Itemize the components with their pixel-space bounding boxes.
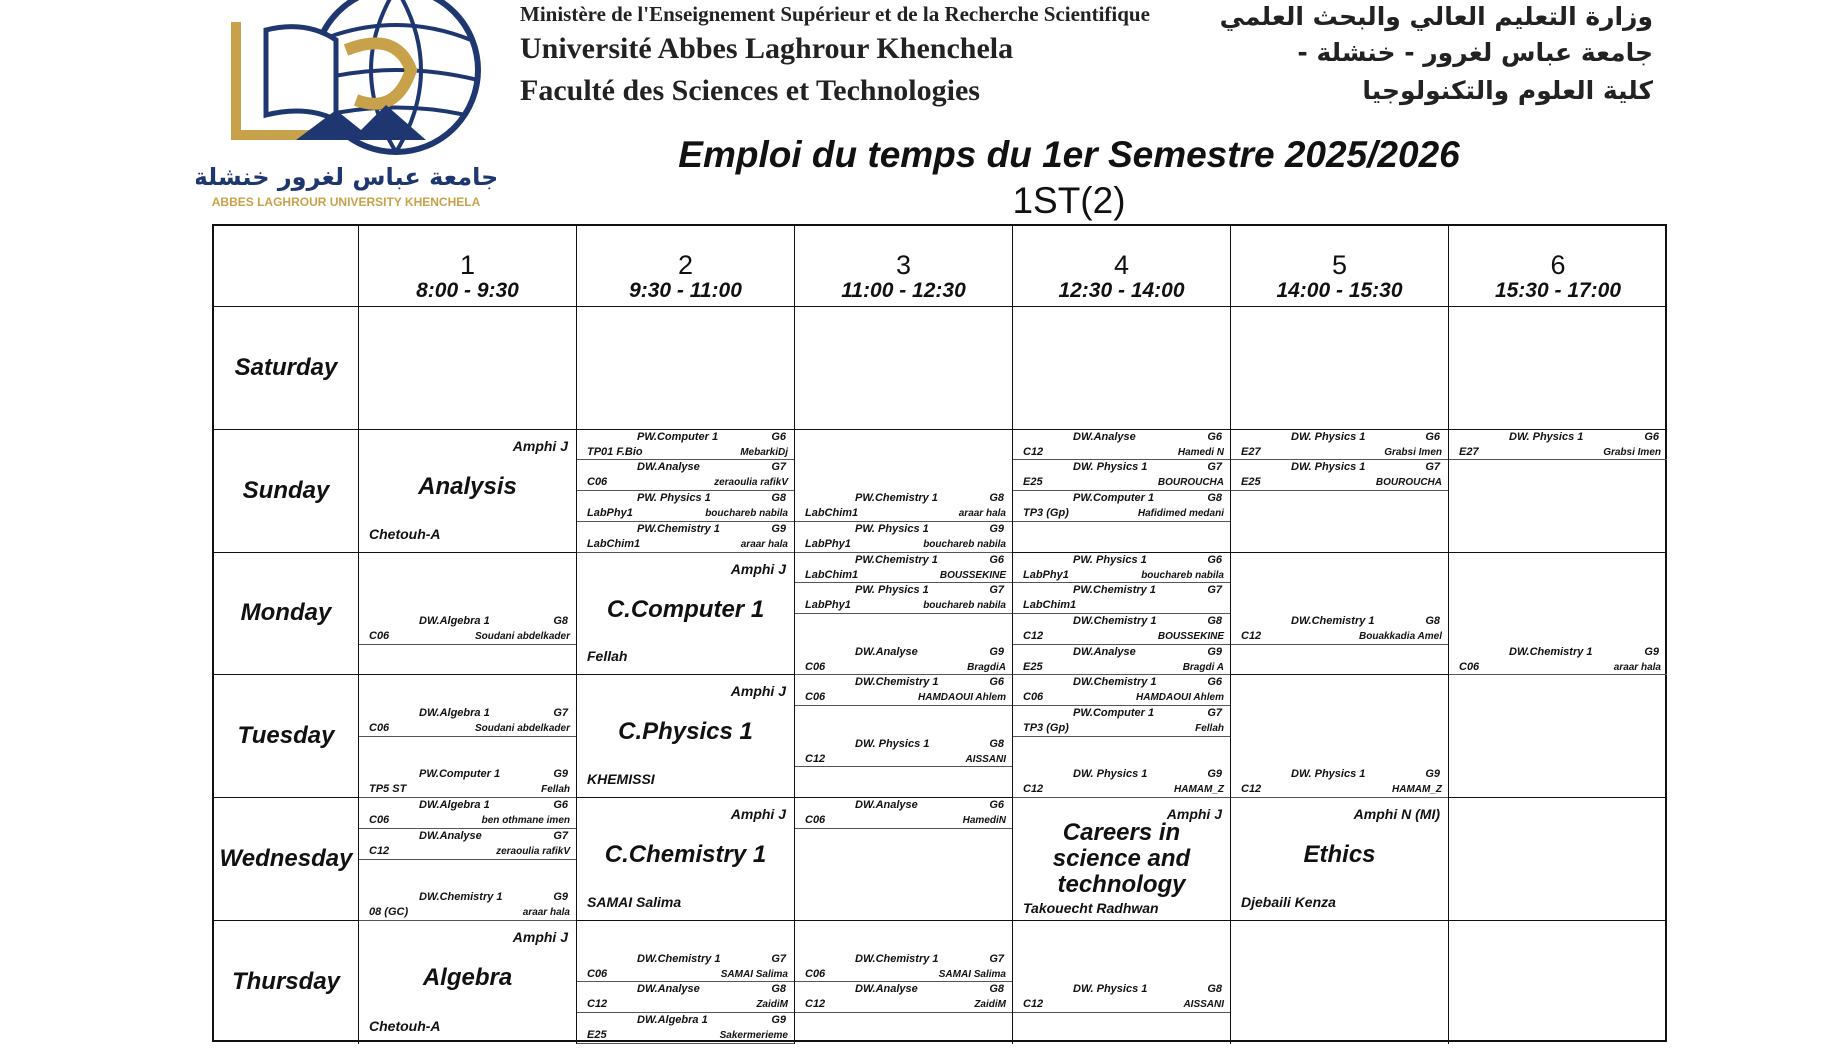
- session-group: G7: [553, 707, 568, 720]
- day-label: Monday: [214, 553, 359, 676]
- lecture-teacher: Djebaili Kenza: [1241, 893, 1336, 910]
- session-teacher: Hamedi N: [1177, 446, 1224, 458]
- session-activity: DW.Analyse: [1073, 645, 1136, 658]
- session-activity: DW.Analyse: [855, 799, 918, 812]
- session-entry: [359, 798, 576, 829]
- session-teacher: SAMAI Salima: [938, 968, 1006, 980]
- session-activity: DW.Algebra 1: [637, 1014, 708, 1027]
- session-group: G9: [1207, 645, 1222, 658]
- session-teacher: SAMAI Salima: [720, 968, 788, 980]
- session-group: G8: [1207, 614, 1222, 627]
- session-group: G8: [553, 614, 568, 627]
- lecture-course-name: Careers in science and technology: [1052, 819, 1191, 899]
- slot-cell: [359, 553, 577, 676]
- session-activity: DW.Algebra 1: [419, 799, 490, 812]
- slot-cell: [1449, 798, 1667, 921]
- slot-cell: [1449, 675, 1667, 798]
- slot-number: 6: [1550, 250, 1566, 280]
- slot-cell: [359, 430, 577, 553]
- session-teacher: araar hala: [958, 508, 1006, 520]
- session-teacher: BOUSSEKINE: [939, 569, 1006, 581]
- session-teacher: Fellah: [1195, 723, 1224, 735]
- session-entry: [1231, 767, 1448, 798]
- session-group: G9: [1644, 645, 1659, 658]
- session-group: G7: [1207, 584, 1222, 597]
- session-entry: [577, 1013, 794, 1044]
- session-group: G6: [553, 799, 568, 812]
- session-activity: DW.Chemistry 1: [637, 952, 721, 965]
- session-teacher: BragdiA: [967, 661, 1006, 673]
- session-entry: [577, 430, 794, 461]
- slot-cell: [1013, 553, 1231, 676]
- logo-arabic-text: جامعة عباس لغرور خنشلة: [196, 163, 496, 191]
- session-activity: PW.Computer 1: [419, 768, 501, 781]
- session-room: LabChim1: [1023, 599, 1077, 612]
- session-activity: PW.Chemistry 1: [855, 492, 938, 505]
- slot-header: [1449, 226, 1667, 307]
- logo-english-text: ABBES LAGHROUR UNIVERSITY KHENCHELA: [211, 195, 481, 209]
- session-teacher: BOUROUCHA: [1157, 477, 1224, 489]
- slot-cell: [1231, 798, 1449, 921]
- session-entry: [577, 491, 794, 522]
- session-activity: PW. Physics 1: [1073, 553, 1147, 566]
- session-room: TP3 (Gp): [1023, 722, 1069, 735]
- session-entry: [795, 553, 1012, 584]
- slot-cell: [1231, 430, 1449, 553]
- session-room: E25: [587, 1029, 607, 1042]
- lecture-course-name: Algebra: [422, 964, 513, 991]
- lecture-course-name: Analysis: [418, 472, 517, 500]
- session-room: LabPhy1: [805, 599, 851, 612]
- university-ar: جامعة عباس لغرور - خنشلة -: [1297, 38, 1653, 67]
- session-entry: [795, 645, 1012, 676]
- session-entry: [795, 982, 1012, 1013]
- slot-header: [577, 226, 795, 307]
- slot-cell: [577, 798, 795, 921]
- lecture-room: Amphi J: [730, 683, 786, 700]
- page-title: Emploi du temps du 1er Semestre 2025/2026: [678, 134, 1460, 175]
- slot-cell: [1449, 430, 1667, 553]
- slot-cell: [359, 675, 577, 798]
- slot-header: [1013, 226, 1231, 307]
- session-activity: DW. Physics 1: [1291, 461, 1366, 474]
- session-activity: DW.Chemistry 1: [1291, 614, 1375, 627]
- session-group: G7: [771, 461, 786, 474]
- session-entry: [359, 829, 576, 860]
- session-entry: [577, 460, 794, 491]
- lecture-course-name: C.Physics 1: [618, 718, 753, 746]
- session-room: C06: [805, 691, 826, 704]
- university-fr: Université Abbes Laghrour Khenchela: [520, 32, 1014, 65]
- session-room: C06: [805, 660, 826, 673]
- session-activity: DW. Physics 1: [1291, 430, 1366, 443]
- slot-cell: [1449, 553, 1667, 676]
- session-activity: PW. Physics 1: [855, 584, 929, 597]
- faculty-fr: Faculté des Sciences et Technologies: [520, 74, 980, 107]
- slot-cell: [795, 430, 1013, 553]
- session-group: G7: [553, 829, 568, 842]
- session-teacher: BOUSSEKINE: [1157, 630, 1224, 642]
- session-group: G8: [1207, 492, 1222, 505]
- session-room: TP01 F.Bio: [587, 445, 643, 458]
- session-activity: DW.Analyse: [855, 983, 918, 996]
- session-entry: [1231, 460, 1448, 491]
- session-activity: DW.Analyse: [419, 829, 482, 842]
- session-room: E27: [1459, 445, 1479, 458]
- session-activity: DW.Chemistry 1: [419, 891, 503, 904]
- slot-cell: [1013, 675, 1231, 798]
- session-entry: [1013, 583, 1230, 614]
- session-room: C06: [587, 476, 608, 489]
- session-room: LabChim1: [587, 537, 641, 550]
- lecture-teacher: Chetouh-A: [369, 525, 441, 542]
- session-teacher: Grabsi Imen: [1603, 446, 1661, 458]
- session-teacher: bouchareb nabila: [705, 508, 788, 520]
- session-room: TP3 (Gp): [1023, 507, 1069, 520]
- session-group: G6: [1644, 430, 1659, 443]
- session-activity: PW. Physics 1: [637, 492, 711, 505]
- session-group: G7: [989, 584, 1004, 597]
- session-room: C06: [369, 814, 390, 827]
- slot-cell: [359, 307, 577, 430]
- slot-cell: [577, 430, 795, 553]
- session-group: G7: [1207, 461, 1222, 474]
- session-entry: [795, 737, 1012, 768]
- slot-cell: [795, 921, 1013, 1044]
- session-entry: [1013, 553, 1230, 584]
- slot-cell: [795, 553, 1013, 676]
- session-entry: [577, 982, 794, 1013]
- session-teacher: BOUROUCHA: [1375, 477, 1442, 489]
- session-teacher: Grabsi Imen: [1384, 446, 1442, 458]
- slot-number: 3: [895, 250, 912, 280]
- session-entry: [1013, 767, 1230, 798]
- session-activity: DW. Physics 1: [1073, 983, 1148, 996]
- session-teacher: bouchareb nabila: [923, 600, 1006, 612]
- slot-cell: [1231, 553, 1449, 676]
- session-entry: [795, 675, 1012, 706]
- session-teacher: HAMDAOUI Ahlem: [918, 692, 1006, 704]
- session-teacher: Hafidimed medani: [1137, 508, 1224, 520]
- session-room: E25: [1241, 476, 1261, 489]
- session-teacher: Bouakkadia Amel: [1359, 630, 1442, 642]
- session-activity: DW. Physics 1: [1291, 768, 1366, 781]
- session-teacher: HamediN: [962, 815, 1006, 827]
- session-room: C12: [587, 998, 608, 1011]
- lecture-teacher: KHEMISSI: [587, 771, 655, 788]
- session-group: G6: [989, 553, 1004, 566]
- session-room: LabPhy1: [587, 507, 633, 520]
- session-teacher: araar hala: [740, 538, 788, 550]
- session-teacher: MebarkiDj: [740, 446, 788, 458]
- session-room: C12: [1023, 445, 1044, 458]
- session-room: LabPhy1: [805, 537, 851, 550]
- session-activity: PW.Chemistry 1: [637, 522, 720, 535]
- slot-number: 1: [459, 250, 476, 280]
- slot-cell: [359, 921, 577, 1044]
- session-room: LabPhy1: [1023, 568, 1069, 581]
- lecture-room: Amphi J: [512, 437, 568, 454]
- session-entry: [1449, 430, 1667, 461]
- lecture-teacher: SAMAI Salima: [587, 893, 682, 910]
- slot-number: 4: [1113, 250, 1130, 280]
- timetable-grid: [212, 224, 1667, 1042]
- session-entry: [795, 491, 1012, 522]
- session-room: C06: [1023, 691, 1044, 704]
- session-activity: PW.Chemistry 1: [855, 553, 938, 566]
- slot-time: 9:30 - 11:00: [629, 279, 742, 302]
- session-entry: [795, 583, 1012, 614]
- session-activity: DW.Chemistry 1: [1509, 645, 1593, 658]
- session-room: C06: [369, 629, 390, 642]
- session-group: G9: [1425, 768, 1440, 781]
- session-teacher: araar hala: [522, 907, 570, 919]
- session-teacher: bouchareb nabila: [1141, 569, 1224, 581]
- lecture-course-name: Ethics: [1303, 841, 1376, 869]
- session-group: G8: [989, 983, 1004, 996]
- slot-time: 12:30 - 14:00: [1058, 279, 1185, 302]
- session-group: G8: [1425, 614, 1440, 627]
- session-room: C12: [1023, 998, 1044, 1011]
- slot-cell: [1449, 307, 1667, 430]
- slot-time: 14:00 - 15:30: [1276, 279, 1403, 302]
- session-group: G6: [1207, 676, 1222, 689]
- session-room: C12: [805, 752, 826, 765]
- session-teacher: zeraoulia rafikV: [496, 845, 570, 857]
- lecture-teacher: Takouecht Radhwan: [1023, 899, 1159, 916]
- day-label: Tuesday: [214, 675, 359, 798]
- session-teacher: ZaidiM: [756, 999, 788, 1011]
- slot-time: 11:00 - 12:30: [841, 279, 966, 302]
- session-activity: DW.Algebra 1: [419, 707, 490, 720]
- session-group: G8: [989, 737, 1004, 750]
- session-activity: DW. Physics 1: [1509, 430, 1584, 443]
- slot-cell: [1449, 921, 1667, 1044]
- slot-cell: [1013, 307, 1231, 430]
- lecture-teacher: Fellah: [587, 648, 628, 665]
- session-group: G9: [989, 522, 1004, 535]
- session-entry: [1013, 430, 1230, 461]
- session-group: G6: [1207, 553, 1222, 566]
- university-logo: [196, 0, 496, 210]
- session-room: E25: [1023, 660, 1043, 673]
- slot-header: [1231, 226, 1449, 307]
- slot-time: 15:30 - 17:00: [1494, 279, 1622, 302]
- session-teacher: HAMDAOUI Ahlem: [1136, 692, 1224, 704]
- session-teacher: araar hala: [1613, 661, 1661, 673]
- session-entry: [1231, 614, 1448, 645]
- session-activity: DW. Physics 1: [855, 737, 930, 750]
- session-activity: PW.Computer 1: [1073, 707, 1155, 720]
- session-group: G6: [1425, 430, 1440, 443]
- session-group: G7: [771, 952, 786, 965]
- slot-cell: [359, 798, 577, 921]
- session-room: C12: [369, 844, 390, 857]
- session-room: C12: [1023, 783, 1044, 796]
- session-group: G9: [771, 1014, 786, 1027]
- slot-number: 5: [1331, 250, 1348, 280]
- session-activity: DW.Analyse: [637, 461, 700, 474]
- session-activity: DW.Algebra 1: [419, 614, 490, 627]
- session-group: G9: [1207, 768, 1222, 781]
- session-entry: [1231, 430, 1448, 461]
- session-entry: [795, 522, 1012, 553]
- corner-cell: [214, 226, 359, 307]
- lecture-course-name: C.Chemistry 1: [604, 841, 767, 869]
- session-room: TP5 ST: [369, 783, 407, 796]
- session-group: G8: [771, 983, 786, 996]
- session-entry: [359, 614, 576, 645]
- session-group: G9: [553, 768, 568, 781]
- session-group: G9: [553, 891, 568, 904]
- session-activity: PW.Chemistry 1: [1073, 584, 1156, 597]
- lecture-room: Amphi N (MI): [1353, 806, 1440, 823]
- session-group: G9: [989, 645, 1004, 658]
- session-teacher: Sakermerieme: [719, 1030, 788, 1042]
- slot-cell: [577, 921, 795, 1044]
- session-teacher: bouchareb nabila: [923, 538, 1006, 550]
- lecture-room: Amphi J: [730, 806, 786, 823]
- faculty-ar: كلية العلوم والتكنولوجيا: [1362, 76, 1653, 105]
- slot-cell: [577, 553, 795, 676]
- session-activity: PW. Physics 1: [855, 522, 929, 535]
- slot-cell: [795, 798, 1013, 921]
- session-group: G6: [989, 799, 1004, 812]
- session-room: C06: [369, 722, 390, 735]
- lecture-teacher: Chetouh-A: [369, 1017, 441, 1034]
- session-group: G7: [989, 952, 1004, 965]
- slot-cell: [1231, 675, 1449, 798]
- session-entry: [577, 952, 794, 983]
- session-entry: [359, 890, 576, 921]
- session-group: G7: [1425, 461, 1440, 474]
- slot-cell: [1013, 430, 1231, 553]
- lecture-room: Amphi J: [730, 560, 786, 577]
- session-room: C06: [587, 967, 608, 980]
- session-group: G8: [989, 492, 1004, 505]
- session-room: E27: [1241, 445, 1261, 458]
- slot-cell: [577, 307, 795, 430]
- session-activity: DW.Chemistry 1: [855, 952, 939, 965]
- session-activity: DW.Analyse: [855, 645, 918, 658]
- session-entry: [795, 952, 1012, 983]
- session-teacher: Soudani abdelkader: [474, 723, 570, 735]
- session-room: C06: [805, 814, 826, 827]
- session-teacher: AISSANI: [965, 753, 1006, 765]
- slot-cell: [1013, 798, 1231, 921]
- session-group: G6: [771, 430, 786, 443]
- session-entry: [1449, 645, 1667, 676]
- session-teacher: ZaidiM: [974, 999, 1006, 1011]
- slot-cell: [1013, 921, 1231, 1044]
- session-entry: [359, 706, 576, 737]
- lecture-course-name: C.Computer 1: [606, 595, 765, 623]
- session-teacher: HAMAM_Z: [1392, 784, 1442, 796]
- session-teacher: AISSANI: [1183, 999, 1224, 1011]
- session-activity: DW.Chemistry 1: [855, 676, 939, 689]
- session-activity: DW. Physics 1: [1073, 461, 1148, 474]
- session-group: G9: [771, 522, 786, 535]
- session-entry: [577, 522, 794, 553]
- session-room: E25: [1023, 476, 1043, 489]
- session-activity: DW.Analyse: [637, 983, 700, 996]
- slot-number: 2: [677, 250, 694, 280]
- day-label: Thursday: [214, 921, 359, 1044]
- session-room: 08 (GC): [369, 906, 409, 919]
- slot-cell: [577, 675, 795, 798]
- session-entry: [1013, 706, 1230, 737]
- slot-cell: [1231, 921, 1449, 1044]
- session-group: G6: [1207, 430, 1222, 443]
- session-activity: PW.Computer 1: [637, 430, 719, 443]
- slot-header: [795, 226, 1013, 307]
- session-entry: [1013, 460, 1230, 491]
- day-label: Wednesday: [214, 798, 359, 921]
- slot-time: 8:00 - 9:30: [416, 279, 519, 302]
- session-room: LabChim1: [805, 507, 859, 520]
- session-entry: [1013, 645, 1230, 676]
- session-entry: [1013, 982, 1230, 1013]
- session-entry: [1013, 491, 1230, 522]
- session-entry: [795, 798, 1012, 829]
- session-group: G8: [771, 492, 786, 505]
- session-activity: DW.Chemistry 1: [1073, 614, 1157, 627]
- slot-header: [359, 226, 577, 307]
- session-teacher: zeraoulia rafikV: [714, 477, 788, 489]
- session-room: C06: [805, 967, 826, 980]
- session-group: G6: [989, 676, 1004, 689]
- lecture-room: Amphi J: [512, 929, 568, 945]
- session-room: C06: [1459, 660, 1480, 673]
- session-entry: [1013, 614, 1230, 645]
- ministry-fr: Ministère de l'Enseignement Supérieur et de la Recherche Scientifique: [520, 2, 1150, 26]
- day-label: Sunday: [214, 430, 359, 553]
- session-group: G7: [1207, 707, 1222, 720]
- session-activity: DW.Analyse: [1073, 430, 1136, 443]
- session-entry: [1013, 675, 1230, 706]
- session-room: C12: [1241, 783, 1262, 796]
- session-teacher: HAMAM_Z: [1174, 784, 1224, 796]
- session-teacher: Bragdi A: [1182, 661, 1224, 673]
- session-room: C12: [805, 998, 826, 1011]
- slot-cell: [795, 307, 1013, 430]
- slot-cell: [795, 675, 1013, 798]
- class-group-label: 1ST(2): [1012, 180, 1126, 221]
- day-label: Saturday: [214, 307, 359, 430]
- session-room: C12: [1023, 629, 1044, 642]
- session-room: C12: [1241, 629, 1262, 642]
- session-activity: PW.Computer 1: [1073, 492, 1155, 505]
- session-teacher: ben othmane imen: [481, 815, 570, 827]
- slot-cell: [1231, 307, 1449, 430]
- session-activity: DW. Physics 1: [1073, 768, 1148, 781]
- session-teacher: Soudani abdelkader: [474, 630, 570, 642]
- session-entry: [359, 767, 576, 798]
- session-group: G8: [1207, 983, 1222, 996]
- session-activity: DW.Chemistry 1: [1073, 676, 1157, 689]
- ministry-ar: وزارة التعليم العالي والبحث العلمي: [1219, 2, 1653, 31]
- session-room: LabChim1: [805, 568, 859, 581]
- lecture-room: Amphi J: [1166, 806, 1222, 823]
- session-teacher: Fellah: [541, 784, 570, 796]
